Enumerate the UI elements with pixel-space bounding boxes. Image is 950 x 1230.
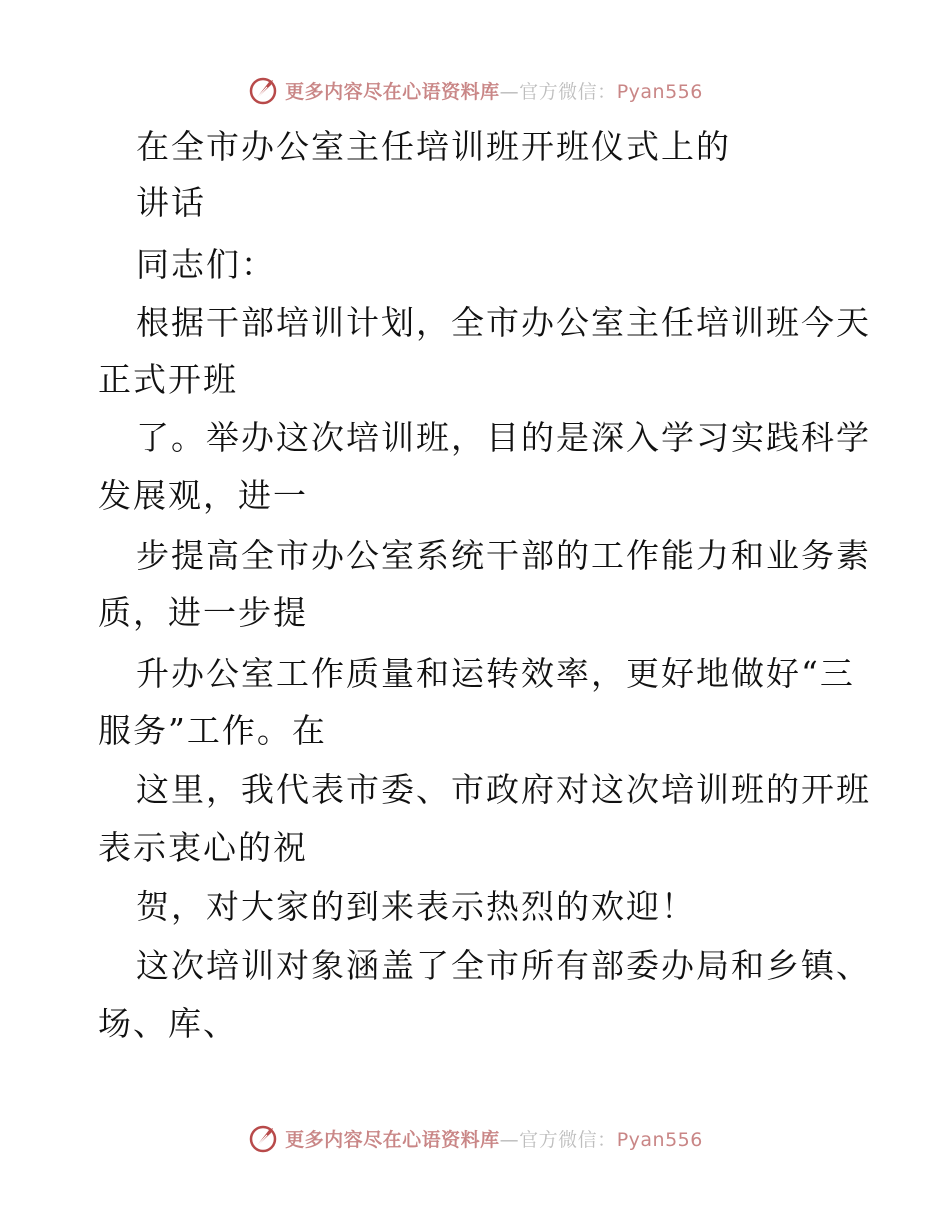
header-watermark bbox=[0, 70, 950, 110]
watermark-label: 官方微信： bbox=[519, 1128, 617, 1151]
quill-pen-logo-icon bbox=[247, 1122, 279, 1154]
quill-pen-logo-icon bbox=[247, 74, 279, 106]
salutation: 同志们： bbox=[136, 245, 276, 284]
watermark-account: Pyan556 bbox=[616, 80, 703, 103]
paragraph-line: 升办公室工作质量和运转效率，更好地做好“三 bbox=[136, 654, 855, 693]
watermark-text bbox=[285, 1125, 703, 1152]
paragraph-line: 表示衷心的祝 bbox=[98, 828, 308, 867]
document-title-line: 讲话 bbox=[136, 183, 206, 222]
paragraph-line: 这次培训对象涵盖了全市所有部委办局和乡镇、 bbox=[136, 946, 871, 985]
paragraph-line: 质，进一步提 bbox=[98, 593, 308, 632]
watermark-label: 官方微信： bbox=[519, 80, 617, 103]
paragraph-line: 服务”工作。在 bbox=[98, 711, 327, 750]
watermark-brand: 更多内容尽在心语资料库 bbox=[285, 80, 500, 103]
paragraph-line: 发展观，进一 bbox=[98, 476, 308, 515]
paragraph-line: 正式开班 bbox=[98, 360, 238, 399]
paragraph-line: 这里，我代表市委、市政府对这次培训班的开班 bbox=[136, 770, 871, 809]
watermark-text bbox=[285, 77, 703, 104]
paragraph-line: 步提高全市办公室系统干部的工作能力和业务素 bbox=[136, 536, 871, 575]
paragraph-line: 场、库、 bbox=[98, 1004, 238, 1043]
paragraph-line: 根据干部培训计划，全市办公室主任培训班今天 bbox=[136, 303, 871, 342]
watermark-brand: 更多内容尽在心语资料库 bbox=[285, 1128, 500, 1151]
document-title-line: 在全市办公室主任培训班开班仪式上的 bbox=[136, 127, 731, 166]
paragraph-line: 贺，对大家的到来表示热烈的欢迎！ bbox=[136, 887, 696, 926]
watermark-dash: — bbox=[499, 80, 520, 103]
watermark-dash: — bbox=[499, 1128, 520, 1151]
paragraph-line: 了。举办这次培训班，目的是深入学习实践科学 bbox=[136, 418, 871, 457]
watermark-account: Pyan556 bbox=[616, 1128, 703, 1151]
footer-watermark bbox=[0, 1118, 950, 1158]
